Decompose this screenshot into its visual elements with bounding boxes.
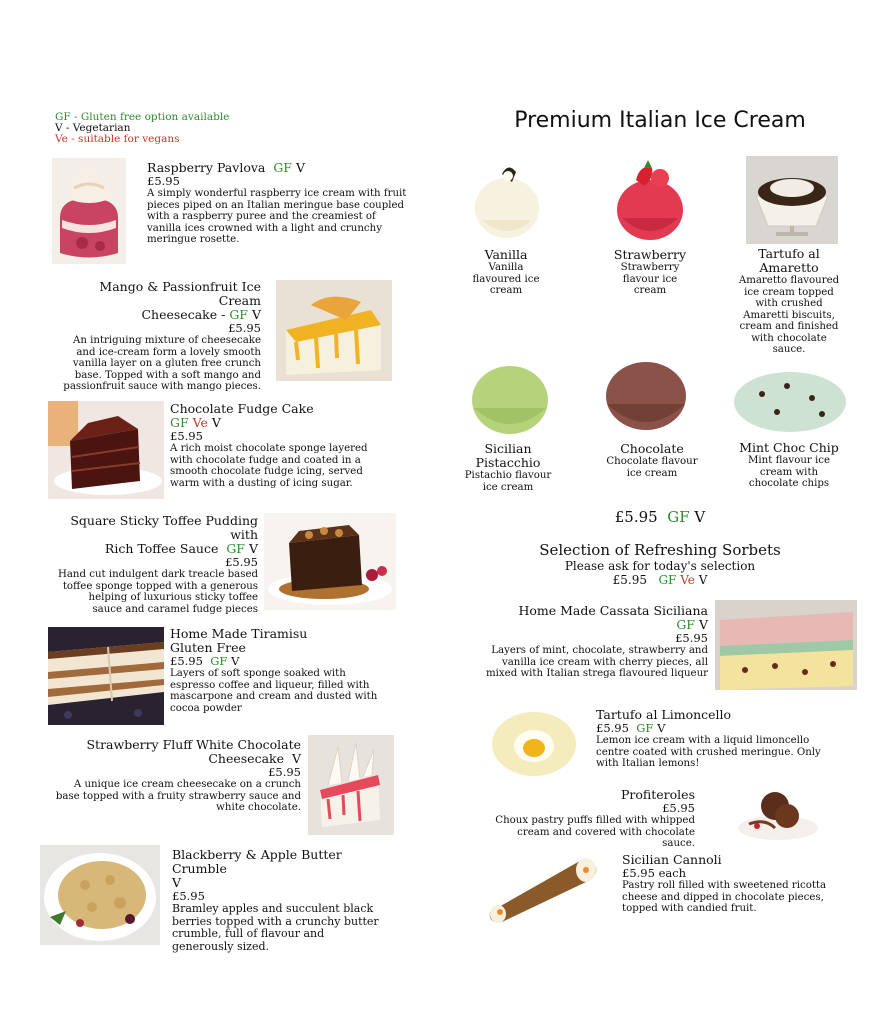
strawberry-cheesecake-image (308, 735, 394, 835)
item-name-line2: Cheesecake (208, 751, 285, 766)
flavour-name: Chocolate (620, 441, 684, 456)
mint-choc-chip-image (732, 364, 848, 434)
item-name-line2: Cheesecake - (141, 307, 230, 322)
v-badge: V (698, 573, 708, 587)
gf-badge: GF (667, 508, 690, 526)
item-price: £5.95 each (622, 866, 687, 880)
item-price: £5.95 (662, 801, 695, 815)
item-description: Layers of soft sponge soaked with espresso coffee and liqueur, filled with mascarpone and cream and dusted with cocoa powder (170, 668, 378, 714)
item-price: £5.95 (170, 654, 203, 668)
strawberry-flavour (600, 248, 700, 297)
chocolate-fudge-cake-item (170, 402, 390, 489)
flavour-name: Sicilian Pistacchio (475, 441, 541, 470)
chocolate-fudge-cake-image (48, 401, 164, 499)
gf-badge: GF (210, 654, 228, 668)
chocolate-scoop-image (604, 358, 688, 436)
blackberry-crumble-item (172, 848, 387, 953)
limoncello-image (490, 706, 578, 778)
cannoli-image (482, 854, 600, 924)
ve-badge: Ve (680, 573, 695, 587)
sorbets-price: £5.95 (612, 573, 647, 587)
cassata-item (480, 604, 708, 680)
dietary-legend (55, 112, 229, 145)
v-badge: V (295, 160, 305, 175)
item-price: £5.95 (147, 174, 180, 188)
item-name: Raspberry Pavlova (147, 160, 266, 175)
item-description: Pastry roll filled with sweetened ricotta cheese and dipped in chocolate pieces, topped with candied fruit. (622, 880, 827, 914)
legend-v: V - Vegetarian (55, 122, 131, 134)
item-price: £5.95 (172, 889, 205, 903)
item-price: £5.95 (225, 555, 258, 569)
cannoli-item (622, 853, 852, 915)
item-description: Choux pastry puffs filled with whipped cream and covered with chocolate sauce. (495, 815, 695, 849)
item-name: Profiteroles (621, 787, 695, 802)
flavour-description: Pistachio flavour ice cream (464, 470, 552, 493)
vanilla-flavour (460, 248, 552, 297)
flavour-description: Amaretto flavoured ice cream topped with crushed Amaretti biscuits, cream and finished with chocolate sauce. (738, 275, 840, 355)
v-badge: V (251, 307, 261, 322)
ice-cream-price (560, 508, 760, 526)
tiramisu-item (170, 627, 390, 714)
v-badge: V (291, 751, 301, 766)
tiramisu-image (48, 627, 164, 725)
flavour-description: Strawberry flavour ice cream (620, 262, 680, 296)
item-description: Layers of mint, chocolate, strawberry and vanilla ice cream with cherry pieces, all mixed with Italian strega flavoured liqueur (486, 645, 708, 679)
raspberry-pavlova-image (52, 158, 126, 264)
item-price: £5.95 (596, 721, 629, 735)
sticky-toffee-item (56, 514, 258, 615)
tartufo-amaretto-image (746, 156, 838, 244)
item-name: Sicilian Cannoli (622, 852, 722, 867)
flavour-description: Vanilla flavoured ice cream (472, 262, 540, 296)
v-badge: V (211, 415, 221, 430)
legend-gf: GF - Gluten free option available (55, 111, 230, 123)
profiteroles-image (735, 784, 821, 842)
item-name: Strawberry Fluff White Chocolate (86, 737, 301, 752)
ice-cream-title: Premium Italian Ice Cream (514, 108, 806, 133)
flavour-name: Tartufo al Amaretto (758, 246, 820, 275)
item-name: Square Sticky Toffee Pudding with (70, 513, 258, 542)
item-price: £5.95 (675, 631, 708, 645)
item-name: Home Made Cassata Siciliana (518, 603, 708, 618)
item-name: Chocolate Fudge Cake (170, 401, 314, 416)
cassata-image (715, 600, 857, 690)
mango-cheesecake-image (276, 280, 392, 381)
item-name: Tartufo al Limoncello (596, 707, 732, 722)
item-description: Hand cut indulgent dark treacle based toffee sponge topped with a generous helping of luxurious sticky toffee sauce and caramel fudge pieces (57, 569, 258, 615)
item-name: Mango & Passionfruit Ice Cream (99, 279, 261, 308)
strawberry-scoop-image (614, 160, 686, 242)
profiteroles-item (490, 788, 695, 850)
v-badge: V (231, 654, 240, 668)
item-description: A unique ice cream cheesecake on a crunch base topped with a fruity strawberry sauce and white chocolate. (55, 779, 301, 813)
flavour-name: Vanilla (484, 247, 528, 262)
item-name-line2: Rich Toffee Sauce (104, 541, 219, 556)
v-badge: V (172, 875, 182, 890)
flavour-name: Mint Choc Chip (739, 440, 839, 455)
legend-ve: Ve - suitable for vegans (55, 133, 180, 145)
item-description: A rich moist chocolate sponge layered with chocolate fudge and coated in a smooth chocolate fudge icing, served warm with a dusting of icing sugar. (170, 443, 368, 489)
ve-badge: Ve (192, 415, 208, 430)
chocolate-flavour (602, 442, 702, 479)
item-name-line2: Gluten Free (170, 640, 246, 655)
v-badge: V (694, 508, 706, 526)
flavour-description: Chocolate flavour ice cream (606, 456, 698, 479)
sorbets-section (510, 542, 810, 587)
mango-cheesecake-item (58, 280, 261, 393)
pistacchio-scoop-image (470, 362, 550, 436)
mint-choc-chip-flavour (730, 441, 848, 490)
flavour-name: Strawberry (613, 247, 687, 262)
vanilla-scoop-image (472, 160, 542, 240)
gf-badge: GF (170, 415, 189, 430)
item-description: Lemon ice cream with a liquid limoncello centre coated with crushed meringue. Only with Italian lemons! (596, 735, 821, 769)
sorbets-subtitle: Please ask for today's selection (564, 559, 756, 573)
blackberry-crumble-image (40, 845, 160, 945)
item-price: £5.95 (268, 765, 301, 779)
item-price: £5.95 (170, 429, 203, 443)
v-badge: V (657, 721, 666, 735)
v-badge: V (698, 617, 708, 632)
item-price: £5.95 (228, 321, 261, 335)
gf-badge: GF (273, 160, 292, 175)
item-description: An intriguing mixture of cheesecake and ice-cream form a lovely smooth vanilla layer on a gluten free crunch base. Topped with a soft mango and passionfruit sauce with mango pieces. (63, 335, 261, 392)
gf-badge: GF (636, 721, 654, 735)
sorbets-title: Selection of Refreshing Sorbets (539, 541, 781, 559)
item-description: A simply wonderful raspberry ice cream with fruit pieces piped on an Italian meringue base coupled with a raspberry puree and the creamiest of vanilla ices crowned with a light and crunchy meringue rosette. (147, 188, 407, 245)
v-badge: V (248, 541, 258, 556)
strawberry-cheesecake-item (50, 738, 301, 814)
item-name: Home Made Tiramisu (170, 626, 308, 641)
gf-badge: GF (658, 573, 677, 587)
gf-badge: GF (229, 307, 248, 322)
sticky-toffee-image (264, 513, 396, 610)
flavour-description: Mint flavour ice cream with chocolate chips (747, 455, 830, 489)
raspberry-pavlova-item (147, 161, 407, 246)
gf-badge: GF (676, 617, 695, 632)
item-name: Blackberry & Apple Butter Crumble (172, 847, 342, 876)
price: £5.95 (614, 508, 658, 526)
gf-badge: GF (226, 541, 245, 556)
limoncello-item (596, 708, 836, 770)
pistacchio-flavour (460, 442, 556, 493)
tartufo-amaretto-flavour (734, 247, 844, 356)
item-description: Bramley apples and succulent black berries topped with a crunchy butter crumble, full of flavour and generously sized. (172, 902, 379, 953)
